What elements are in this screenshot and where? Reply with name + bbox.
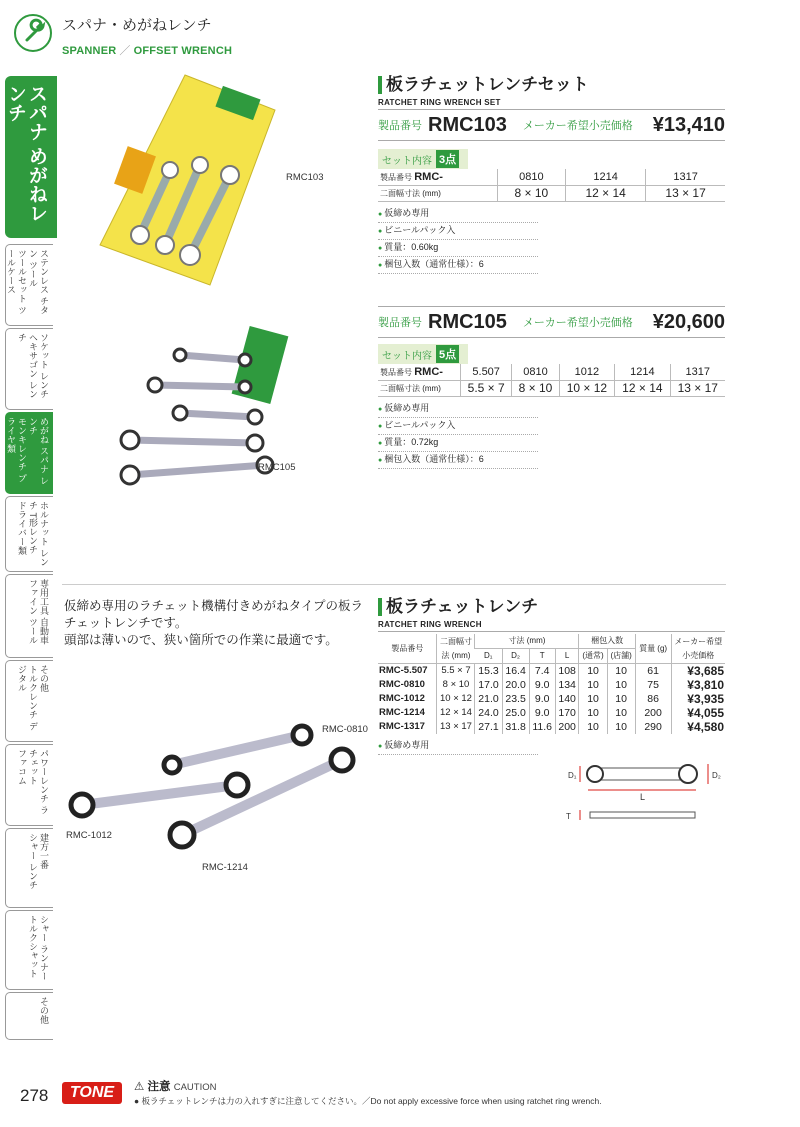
code-bar: 製品番号 RMC105 メーカー希望小売価格 ¥20,600: [378, 306, 725, 338]
product-price: ¥13,410: [652, 113, 725, 136]
product-subtitle: RATCHET RING WRENCH: [378, 620, 725, 632]
side-tab-shear[interactable]: シャー ランナー トルクシャット: [5, 910, 53, 990]
set-table: 製品番号 RMC- 0810 1214 1317 二面幅寸法 (mm) 8 × 10 12 × 14 13 × 17: [378, 169, 725, 202]
caption-rmc-0810: RMC-0810: [322, 724, 368, 735]
table-row: RMC-1214 12 × 14 24.0 25.0 9.0 170 10 10 200 ¥4,055: [379, 706, 724, 720]
caption-rmc-1214: RMC-1214: [202, 862, 248, 873]
product-rmc103: [378, 76, 725, 274]
feature-list: ● 仮締め専用 ● ビニールパック入 ● 質量：0.72kg ● 梱包入数（通常仕様）：6: [378, 401, 725, 469]
feature-list: ● 仮締め専用: [378, 738, 725, 755]
page-subtitle: SPANNER ／ OFFSET WRENCH: [62, 45, 233, 57]
rmc103-caption: RMC103: [286, 172, 324, 183]
caption-rmc-1012: RMC-1012: [66, 830, 112, 841]
page-number: 278: [20, 1086, 49, 1105]
intro-text: 仮締め専用のラチェット機構付きめがねタイプの板ラチェットレンチです。 頭部は薄いので、狭い箇所での作業に最適です。: [64, 599, 364, 647]
side-tab-main[interactable]: スパナ めがねレンチ: [5, 76, 57, 238]
svg-text:D₁: D₁: [568, 771, 577, 780]
side-tab-tategata[interactable]: 建方一番 シャー レンチ: [5, 828, 53, 908]
spec-table: 製品番号 二面幅寸法 (mm) 寸法 (mm) 梱包入数 質量 (g) メーカー希望小売価格 D₁ D₂ T L (通常) (店舗) RMC-5.507 5.5 × 7 15.3 16.4 7.4 108 10 10 61 ¥3,685 RMC-0810 8 × 10 17.0 20.0 9.0 134 10 10 75 ¥3,810 RMC-1012 10 × 12 21.0 23.5 9.0 140 10 10 86 ¥3,935 RMC-1214 12 × 14 24.0 25.0 9.0 170 10 10 200 ¥4,055 RMC-1317 13 × 17 27.1 31.8 11.6 200 10 10 290 ¥4,580: [379, 636, 724, 734]
caution-note: ● 板ラチェットレンチは力の入れすぎに注意してください。／Do not apply excessive force when using ratchet ring wrench.: [134, 1096, 602, 1106]
side-tab-other[interactable]: その他: [5, 992, 53, 1040]
product-subtitle: RATCHET RING WRENCH SET: [378, 98, 501, 107]
product-rmc105: [378, 306, 725, 469]
set-contents: セット内容 3点: [378, 149, 468, 169]
table-row: RMC-5.507 5.5 × 7 15.3 16.4 7.4 108 10 10 61 ¥3,685: [379, 664, 724, 678]
side-tab-torque[interactable]: その他 トルクレンチ デジタル: [5, 660, 53, 742]
section-divider: [62, 584, 726, 585]
rmc105-caption: RMC105: [258, 462, 296, 473]
svg-text:L: L: [640, 792, 646, 802]
product-code: RMC103: [428, 113, 507, 136]
set-contents: セット内容 5点: [378, 344, 468, 364]
side-tab-socket[interactable]: ソケット レンチ ヘキサゴン レンチ: [5, 328, 53, 410]
wrench-icon: [14, 14, 52, 52]
warning-icon: ⚠: [134, 1081, 145, 1093]
product-price: ¥20,600: [652, 310, 725, 333]
code-bar: 製品番号 RMC103 メーカー希望小売価格 ¥13,410: [378, 109, 725, 141]
dimension-drawing: [560, 760, 725, 830]
product-title: 板ラチェットレンチセット: [378, 76, 725, 94]
product-title: 板ラチェットレンチ: [378, 598, 725, 616]
set-table: 製品番号 RMC- 5.507 0810 1012 1214 1317 二面幅寸法 (mm) 5.5 × 7 8 × 10 10 × 12 12 × 14 13 × 17: [378, 364, 725, 397]
side-tab-special[interactable]: 専用工具 自動車 ファイン ツール: [5, 574, 53, 658]
table-row: RMC-1317 13 × 17 27.1 31.8 11.6 200 10 10 290 ¥4,580: [379, 720, 724, 734]
rmc103-photo: [90, 70, 280, 290]
svg-text:T: T: [566, 812, 571, 821]
caution-heading: ⚠ 注意 CAUTION: [134, 1081, 217, 1093]
product-code: RMC105: [428, 310, 507, 333]
side-tab-holenut[interactable]: ホルナット レンチ T形レンチ ドライバー類: [5, 496, 53, 572]
page-title: スパナ・めがねレンチ: [62, 17, 212, 34]
product-rmc: [378, 598, 725, 755]
feature-list: ● 仮締め専用 ● ビニールパック入 ● 質量：0.60kg ● 梱包入数（通常仕様）：6: [378, 206, 725, 274]
side-tab-power[interactable]: パワーレンチ ラチェット ファコム: [5, 744, 53, 826]
side-tab-spanner[interactable]: めがね スパナ レンチ モンキレンチ プライヤ類: [5, 412, 53, 494]
side-tab-stainless[interactable]: ステンレス チタン ツール ツールセット ツールケース: [5, 244, 53, 326]
svg-text:D₂: D₂: [712, 771, 721, 780]
brand-logo: TONE: [62, 1082, 122, 1104]
table-row: RMC-1012 10 × 12 21.0 23.5 9.0 140 10 10 86 ¥3,935: [379, 692, 724, 706]
rmc-wrenches-photo: [62, 720, 382, 880]
table-row: RMC-0810 8 × 10 17.0 20.0 9.0 134 10 10 75 ¥3,810: [379, 678, 724, 692]
